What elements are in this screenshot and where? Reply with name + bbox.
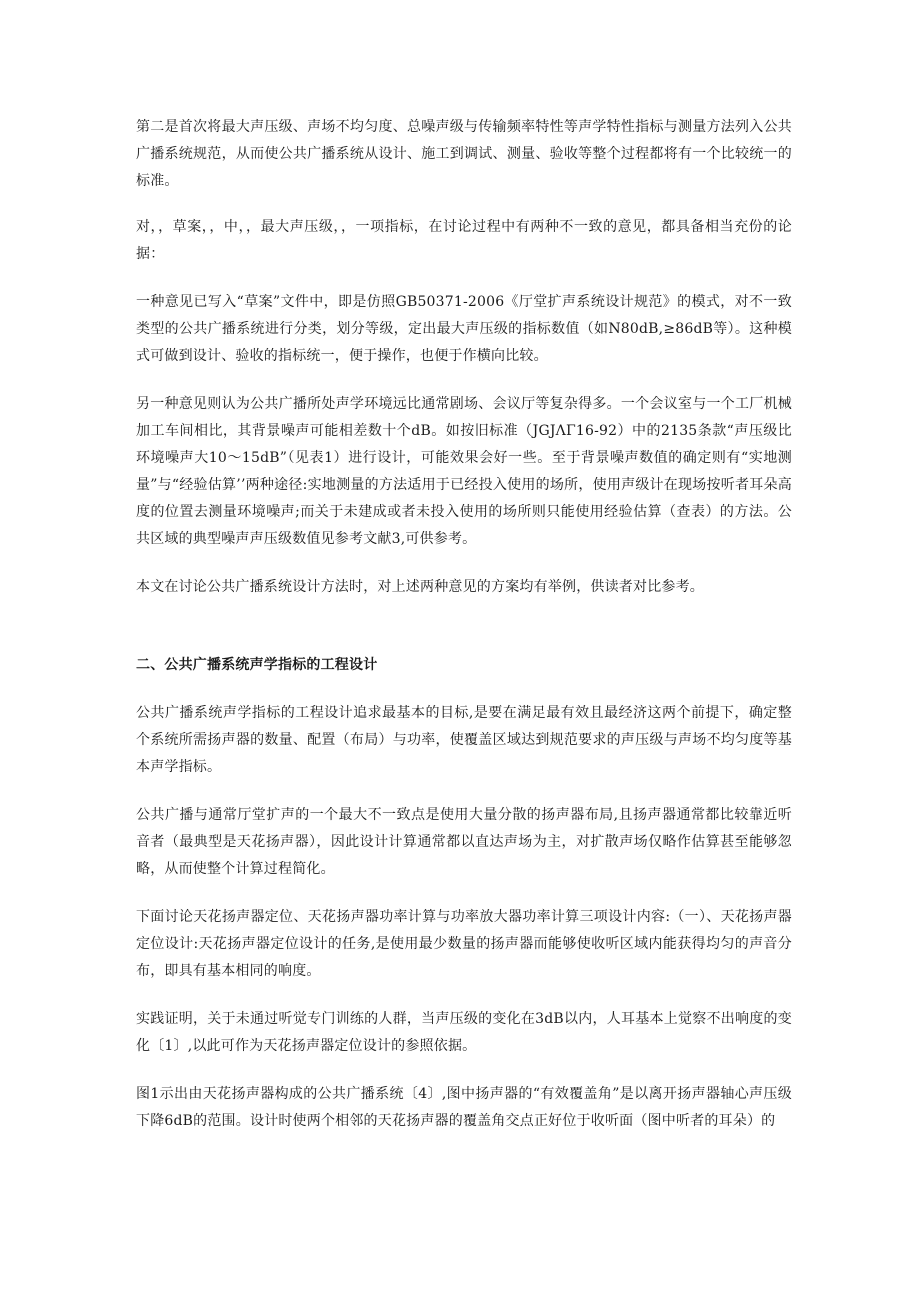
paragraph-loudness-threshold: 实践证明，关于未通过听觉专门训练的人群，当声压级的变化在3dB以内，人耳基本上觉察不出响度的变化〔1〕,以此可作为天花扬声器定位设计的参照依据。 xyxy=(136,1011,792,1054)
document-body xyxy=(136,114,792,1135)
paragraph-distributed-layout: 公共广播与通常厅堂扩声的一个最大不一致点是使用大量分散的扬声器布局,且扬声器通常都比较靠近听音者（最典型是天花扬声器），因此设计计算通常都以直达声场为主，对扩散声场仅略作估算甚至能够忽略，从而使整个计算过程简化。 xyxy=(136,807,792,877)
paragraph-figure-one: 图1示出由天花扬声器构成的公共广播系统〔4〕,图中扬声器的“有效覆盖角”是以离开扬声器轴心声压级下降6dB的范围。设计时使两个相邻的天花扬声器的覆盖角交点正好位于收听面（图中听者的耳朵）的 xyxy=(136,1086,792,1129)
paragraph-reader-note: 本文在讨论公共广播系统设计方法时，对上述两种意见的方案均有举例，供读者对比参考。 xyxy=(136,579,704,595)
paragraph-ceiling-speaker-design: 下面讨论天花扬声器定位、天花扬声器功率计算与功率放大器功率计算三项设计内容:（一）、天花扬声器定位设计:天花扬声器定位设计的任务,是使用最少数量的扬声器而能够使收听区域内能获得均匀的声音分布，即具有基本相同的响度。 xyxy=(136,909,792,979)
section-heading: 二、公共广播系统声学指标的工程设计 xyxy=(136,657,378,673)
paragraph-max-spl-debate: 对，，草案，，中，，最大声压级，，一项指标，在讨论过程中有两种不一致的意见，都具备相当充份的论据： xyxy=(136,219,792,262)
paragraph-design-goal: 公共广播系统声学指标的工程设计追求最基本的目标,是要在满足最有效且最经济这两个前提下，确定整个系统所需扬声器的数量、配置（布局）与功率，使覆盖区域达到规范要求的声压级与声场不均匀度等基本声学指标。 xyxy=(136,705,792,775)
paragraph-standard-unification: 第二是首次将最大声压级、声场不均匀度、总噪声级与传输频率特性等声学特性指标与测量方法列入公共广播系统规范，从而使公共广播系统从设计、施工到调试、测量、验收等整个过程都将有一个比较统一的标准。 xyxy=(136,119,792,189)
paragraph-opinion-two: 另一种意见则认为公共广播所处声学环境远比通常剧场、会议厅等复杂得多。一个会议室与一个工厂机械加工车间相比，其背景噪声可能相差数十个dB。如按旧标准（JGJΛΓ16-92）中的2135条款“声压级比环境噪声大10～15dB”（见表1）进行设计，可能效果会好一些。至于背景噪声数值的确定则有“实地测量”与“经验估算’’两种途径:实地测量的方法适用于已经投入使用的场所，使用声级计在现场按听者耳朵高度的位置去测量环境噪声;而关于未建成或者未投入使用的场所则只能使用经验估算（查表）的方法。公共区域的典型噪声声压级数值见参考文献3,可供参考。 xyxy=(136,396,792,547)
paragraph-opinion-one: 一种意见已写入“草案”文件中，即是仿照GB50371-2006《厅堂扩声系统设计规范》的模式，对不一致类型的公共广播系统进行分类，划分等级，定出最大声压级的指标数值（如N80dB,≥86dB等）。这种模式可做到设计、验收的指标统一，便于操作，也便于作横向比较。 xyxy=(136,294,792,364)
